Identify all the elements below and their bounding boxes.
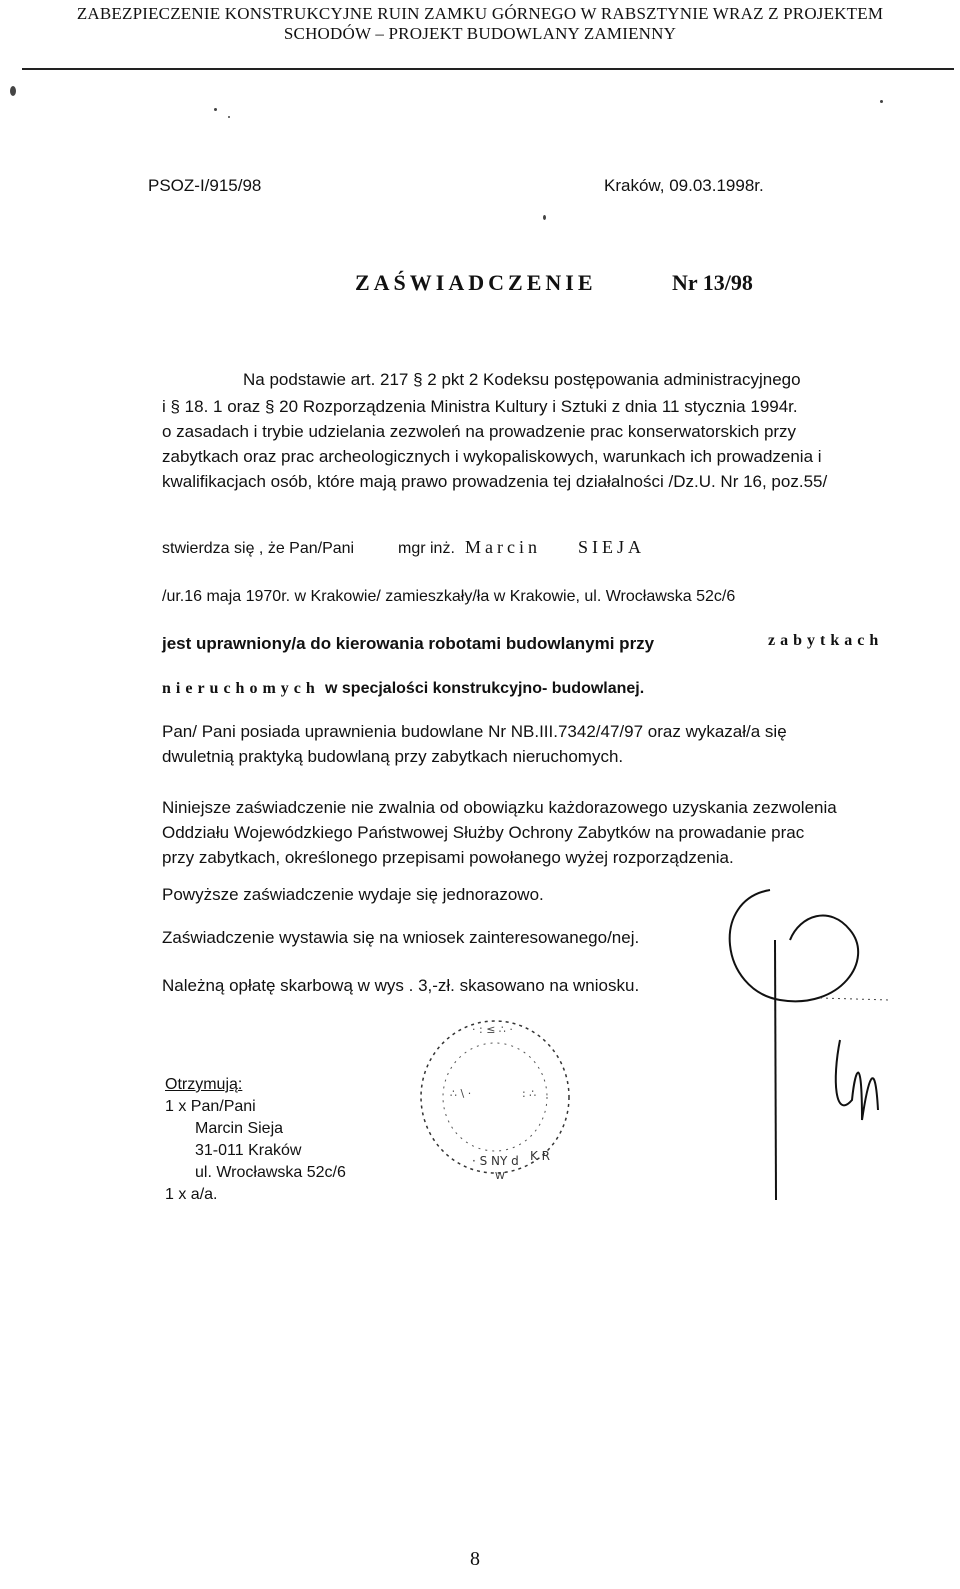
- scan-speck: [880, 100, 883, 103]
- scan-speck: [543, 215, 546, 220]
- certificate-number: Nr 13/98: [672, 270, 753, 295]
- birth-and-residence: /ur.16 maja 1970r. w Krakowie/ zamieszkały/ła w Krakowie, ul. Wrocławska 52c/6: [162, 588, 736, 605]
- svg-text:∴ \ ·: ∴ \ ·: [450, 1087, 472, 1100]
- person-first-name: Marcin: [465, 537, 541, 557]
- legal-basis-line: o zasadach i trybie udzielania zezwoleń na prowadzenie prac konserwatorskich przy: [162, 422, 797, 441]
- svg-text:: ∴: : ∴: [522, 1087, 537, 1100]
- legal-basis-line: i § 18. 1 oraz § 20 Rozporządzenia Ministra Kultury i Sztuki z dnia 11 stycznia 1994r.: [162, 397, 798, 416]
- fee-note: Należną opłatę skarbową w wys . 3,-zł. skasowano na wniosku.: [162, 976, 640, 995]
- certifies-label: stwierdza się , że Pan/Pani: [162, 540, 355, 557]
- recipient-line: Marcin Sieja: [195, 1120, 284, 1137]
- authorization-object-type: nieruchomych: [162, 680, 320, 697]
- on-request-note: Zaświadczenie wystawia się na wniosek zainteresowanego/nej.: [162, 928, 640, 947]
- page-number: 8: [470, 1548, 480, 1570]
- exemption-line: Niniejsze zaświadczenie nie zwalnia od obowiązku każdorazowego uzyskania zezwolenia: [162, 798, 837, 817]
- place-and-date: Kraków, 09.03.1998r.: [604, 176, 764, 195]
- scan-speck: [10, 86, 16, 96]
- recipient-line: 31-011 Kraków: [195, 1142, 302, 1159]
- one-time-note: Powyższe zaświadczenie wydaje się jednorazowo.: [162, 885, 544, 904]
- scan-speck: [228, 116, 230, 118]
- exemption-line: Oddziału Wojewódzkiego Państwowej Służby Ochrony Zabytków na prowadanie prac: [162, 823, 805, 842]
- recipient-line: 1 x Pan/Pani: [165, 1098, 256, 1115]
- person-last-name: SIEJA: [578, 537, 646, 557]
- person-title: mgr inż.: [398, 540, 455, 557]
- legal-basis-line: kwalifikacjach osób, które mają prawo prowadzenia tej działalności /Dz.U. Nr 16, poz.55/: [162, 472, 828, 491]
- recipient-line: 1 x a/a.: [165, 1186, 218, 1203]
- svg-text:· S NY d: · S NY d: [472, 1154, 519, 1168]
- recipient-line: ul. Wrocławska 52c/6: [195, 1164, 346, 1181]
- legal-basis-line: Na podstawie art. 217 § 2 pkt 2 Kodeksu postępowania administracyjnego: [243, 370, 801, 389]
- document-title: ZAŚWIADCZENIE: [355, 270, 597, 295]
- scan-speck: [214, 108, 217, 111]
- qualifications-line: dwuletnią praktyką budowlaną przy zabytkach nieruchomych.: [162, 747, 624, 766]
- recipients-label: Otrzymują:: [165, 1076, 243, 1093]
- official-stamp: [410, 1005, 580, 1185]
- project-header-line-2: SCHODÓW – PROJEKT BUDOWLANY ZAMIENNY: [283, 24, 677, 43]
- svg-text:· : ≤ ∴ ·: · : ≤ ∴ ·: [472, 1023, 513, 1036]
- reference-number: PSOZ-I/915/98: [148, 176, 262, 195]
- project-header-line-1: ZABEZPIECZENIE KONSTRUKCYJNE RUIN ZAMKU GÓRNEGO W RABSZTYNIE WRAZ Z PROJEKTEM: [76, 4, 884, 23]
- legal-basis-line: zabytkach oraz prac archeologicznych i wykopaliskowych, warunkach ich prowadzenia i: [162, 447, 822, 466]
- handwritten-signature: [700, 880, 900, 1200]
- authorization-object: zabytkach: [768, 632, 884, 649]
- svg-text:K R: K R: [530, 1149, 551, 1163]
- authorization-scope: jest uprawniony/a do kierowania robotami budowlanymi przy: [162, 634, 655, 653]
- svg-text:W: W: [495, 1171, 505, 1182]
- authorization-specialty: w specjalości konstrukcyjno- budowlanej.: [325, 680, 645, 697]
- exemption-line: przy zabytkach, określonego przepisami powołanego wyżej rozporządzenia.: [162, 848, 734, 867]
- qualifications-line: Pan/ Pani posiada uprawnienia budowlane Nr NB.III.7342/47/97 oraz wykazał/a się: [162, 722, 787, 741]
- header-rule: [22, 68, 954, 70]
